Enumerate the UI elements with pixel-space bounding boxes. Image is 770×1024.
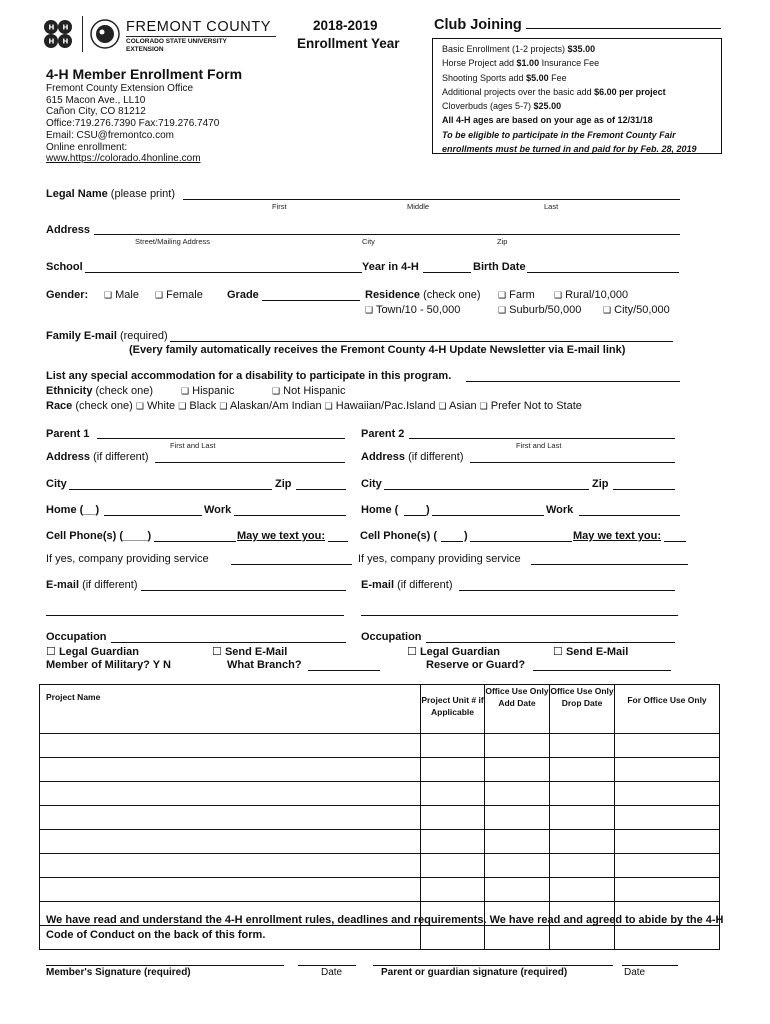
parent2-cell-close: ) — [464, 530, 468, 542]
member-date-field[interactable] — [298, 965, 356, 966]
add-date-cell — [485, 878, 550, 902]
parent1-cell-field[interactable] — [154, 541, 236, 542]
residence-town-option[interactable]: ❑ Town/10 - 50,000 — [365, 304, 461, 316]
gender-label: Gender: — [46, 289, 89, 301]
svg-text:H: H — [62, 23, 69, 32]
parent2-email-field[interactable] — [459, 590, 675, 591]
parent2-work-label: Work — [546, 504, 574, 516]
address-field[interactable] — [94, 234, 680, 235]
parent2-name-field[interactable] — [409, 438, 675, 439]
street-caption: Street/Mailing Address — [135, 237, 211, 246]
table-row[interactable] — [40, 758, 720, 782]
parent2-work-field[interactable] — [579, 515, 680, 516]
parent-date-field[interactable] — [622, 965, 678, 966]
fee-line-cloverbuds: Cloverbuds (ages 5-7) $25.00 — [442, 101, 562, 112]
checkbox-icon[interactable]: ❑ — [181, 386, 190, 396]
parent-date-label: Date — [624, 967, 646, 978]
checkbox-icon[interactable]: ❑ — [155, 290, 164, 300]
checkbox-icon[interactable]: ❑ — [554, 290, 563, 300]
office-address — [46, 83, 219, 165]
parent2-home-close: ) — [426, 504, 430, 516]
header-project-name: Project Name — [40, 685, 421, 734]
agreement-text: We have read and understand the 4-H enrollment rules, deadlines and requirements. We have read and agreed to abide by the 4-H Code of Conduct on the back of this form. — [46, 914, 724, 941]
office-use-cell — [615, 734, 720, 758]
parent1-may-text-field[interactable] — [328, 541, 348, 542]
race-row: Race (check one) ❑ White ❑ Black ❑ Alaskan/Am Indian ❑ Hawaiian/Pac.Island ❑ Asian ❑ Prefer Not to State — [46, 400, 582, 412]
residence-city-option[interactable]: ❑ City/50,000 — [603, 304, 670, 316]
parent2-city-label: City — [361, 478, 382, 490]
military-label: Member of Military? Y N — [46, 659, 171, 671]
checkbox-icon[interactable]: ❑ — [104, 290, 113, 300]
org-name: FREMONT COUNTY — [126, 19, 272, 35]
parent1-may-text-label: May we text you: — [237, 530, 326, 542]
legal-name-label: Legal Name (please print) — [46, 188, 176, 200]
reserve-label: Reserve or Guard? — [426, 659, 526, 671]
office-line: Cañon City, CO 81212 — [46, 106, 146, 118]
ethnicity-not-hispanic-option[interactable]: ❑ Not Hispanic — [272, 385, 346, 397]
enrollment-year-label: Enrollment Year — [297, 36, 400, 51]
parent1-legal-guardian-option[interactable]: ☐ Legal Guardian — [46, 646, 140, 658]
parent1-zip-field[interactable] — [296, 489, 346, 490]
parent2-address-field[interactable] — [470, 462, 675, 463]
family-email-field[interactable] — [170, 341, 673, 342]
branch-field[interactable] — [308, 670, 380, 671]
table-row[interactable] — [40, 782, 720, 806]
parent2-company-label: If yes, company providing service — [358, 553, 521, 565]
drop-date-cell — [550, 782, 615, 806]
checkbox-icon[interactable]: ❑ — [603, 305, 612, 315]
project-unit-cell[interactable] — [421, 830, 485, 854]
clover-logo-icon — [40, 16, 76, 52]
project-unit-cell[interactable] — [421, 878, 485, 902]
parent1-address-label: Address (if different) — [46, 451, 149, 463]
logo-area — [40, 14, 280, 56]
newsletter-note: (Every family automatically receives the Fremont County 4-H Update Newsletter via E-mail link) — [129, 344, 626, 356]
office-use-cell — [615, 854, 720, 878]
table-row[interactable] — [40, 878, 720, 902]
checkbox-icon[interactable]: ❑ — [498, 305, 507, 315]
project-name-cell[interactable] — [40, 854, 421, 878]
checkbox-icon[interactable]: ☐ — [212, 646, 222, 658]
add-date-cell — [485, 854, 550, 878]
office-line: Email: CSU@fremontco.com — [46, 129, 174, 141]
member-signature-field[interactable] — [46, 965, 284, 966]
parent-signature-field[interactable] — [373, 965, 613, 966]
birth-date-field[interactable] — [527, 272, 679, 273]
parent2-home-label: Home ( — [361, 504, 399, 516]
drop-date-cell — [550, 854, 615, 878]
table-row[interactable] — [40, 830, 720, 854]
checkbox-icon[interactable]: ❑ — [219, 401, 228, 411]
office-line: Office:719.276.7390 Fax:719.276.7470 — [46, 118, 220, 130]
checkbox-icon[interactable]: ❑ — [438, 401, 447, 411]
school-field[interactable] — [85, 272, 362, 273]
office-line: 615 Macon Ave., LL10 — [46, 94, 146, 106]
parent2-may-text-label: May we text you: — [573, 530, 662, 542]
drop-date-cell — [550, 734, 615, 758]
table-row[interactable] — [40, 806, 720, 830]
add-date-cell — [485, 758, 550, 782]
org-sub2: EXTENSION — [126, 46, 164, 53]
drop-date-cell — [550, 830, 615, 854]
parent1-city-label: City — [46, 478, 67, 490]
grade-label: Grade — [227, 289, 259, 301]
form-title: 4-H Member Enrollment Form — [46, 66, 243, 82]
parent2-home-area-field[interactable] — [404, 515, 426, 516]
parent1-email-extra-field[interactable] — [46, 615, 344, 616]
fee-line-fair: To be eligible to participate in the Fremont County Fair — [442, 129, 676, 140]
enrollment-year: 2018-2019 — [313, 18, 378, 33]
birth-date-label: Birth Date — [473, 261, 526, 273]
checkbox-icon[interactable]: ❑ — [498, 290, 507, 300]
gender-female-option[interactable]: ❑ Female — [155, 289, 203, 301]
checkbox-icon[interactable]: ☐ — [46, 646, 56, 658]
parent1-label: Parent 1 — [46, 428, 90, 440]
parent1-name-field[interactable] — [97, 438, 345, 439]
fee-line-horse: Horse Project add $1.00 Insurance Fee — [442, 58, 600, 69]
add-date-cell — [485, 734, 550, 758]
svg-text:H: H — [48, 23, 55, 32]
first-caption: First — [272, 202, 287, 211]
parent1-occupation-field[interactable] — [111, 642, 346, 643]
drop-date-cell — [550, 806, 615, 830]
residence-farm-option[interactable]: ❑ Farm — [498, 289, 535, 301]
project-name-cell[interactable] — [40, 782, 421, 806]
ethnicity-label: Ethnicity — [46, 385, 93, 397]
add-date-cell — [485, 830, 550, 854]
project-name-cell[interactable] — [40, 830, 421, 854]
table-header-row — [40, 685, 720, 734]
checkbox-icon[interactable]: ☐ — [553, 646, 563, 658]
header-drop-date: Office Use Only Drop Date — [550, 685, 615, 734]
city-caption: City — [362, 237, 375, 246]
race-option[interactable]: ❑ Prefer Not to State — [479, 400, 582, 412]
parent2-label: Parent 2 — [361, 428, 405, 440]
parent2-occupation-field[interactable] — [426, 642, 675, 643]
year-in-4h-field[interactable] — [423, 272, 471, 273]
project-name-cell[interactable] — [40, 806, 421, 830]
website-link[interactable]: www.https://colorado.4honline.com — [46, 153, 201, 165]
svg-text:H: H — [62, 37, 69, 46]
member-date-label: Date — [321, 967, 343, 978]
family-email-label: Family E-mail (required) — [46, 330, 168, 342]
parent1-email-field[interactable] — [141, 590, 346, 591]
school-label: School — [46, 261, 83, 273]
office-line: Fremont County Extension Office — [46, 83, 194, 94]
ethnicity-hispanic-option[interactable]: ❑ Hispanic — [181, 385, 235, 397]
year-in-4h-label: Year in 4-H — [362, 261, 419, 273]
ethnicity-row: Ethnicity (check one) — [46, 385, 153, 397]
project-name-cell[interactable] — [40, 878, 421, 902]
checkbox-icon[interactable]: ❑ — [479, 401, 488, 411]
parent1-home-label: Home (__) — [46, 504, 100, 516]
race-option[interactable]: ❑ Hawaiian/Pac.Island — [324, 400, 436, 412]
fee-line-basic: Basic Enrollment (1-2 projects) $35.00 — [442, 44, 596, 54]
last-caption: Last — [544, 202, 559, 211]
parent1-work-field[interactable] — [234, 515, 346, 516]
checkbox-icon[interactable]: ❑ — [178, 401, 187, 411]
parent2-cell-label: Cell Phone(s) ( — [360, 530, 438, 542]
club-joining — [434, 17, 721, 33]
parent1-email-label: E-mail (if different) — [46, 579, 138, 591]
accommodation-label: List any special accommodation for a disability to participate in this program. — [46, 370, 452, 382]
parent2-cell-field[interactable] — [470, 541, 572, 542]
office-use-cell — [615, 758, 720, 782]
parent2-email-label: E-mail (if different) — [361, 579, 453, 591]
parent2-zip-field[interactable] — [613, 489, 675, 490]
header-office-use: For Office Use Only — [615, 685, 720, 734]
parent1-address-field[interactable] — [155, 462, 345, 463]
fee-line-ages: All 4-H ages are based on your age as of 12/31/18 — [442, 115, 653, 126]
accommodation-field[interactable] — [466, 381, 680, 382]
parent2-company-field[interactable] — [531, 564, 688, 565]
middle-caption: Middle — [407, 202, 430, 211]
parent2-occupation-label: Occupation — [361, 631, 422, 643]
residence-rural-option[interactable]: ❑ Rural/10,000 — [554, 289, 629, 301]
race-option[interactable]: ❑ Asian — [438, 400, 477, 412]
race-option[interactable]: ❑ Alaskan/Am Indian — [219, 400, 322, 412]
legal-name-field[interactable] — [183, 199, 680, 200]
project-unit-cell[interactable] — [421, 734, 485, 758]
parent1-company-field[interactable] — [231, 564, 352, 565]
club-joining-label: Club Joining — [434, 17, 522, 33]
office-line: Online enrollment: — [46, 141, 128, 153]
parent1-work-label: Work — [204, 504, 232, 516]
parent2-email-extra-field[interactable] — [361, 615, 678, 616]
logo-divider — [82, 16, 83, 52]
drop-date-cell — [550, 878, 615, 902]
parent1-occupation-label: Occupation — [46, 631, 107, 643]
svg-text:H: H — [48, 37, 55, 46]
project-unit-cell[interactable] — [421, 854, 485, 878]
race-label: Race — [46, 400, 73, 412]
grade-field[interactable] — [262, 300, 360, 301]
fee-line-additional: Additional projects over the basic add $6.00 per project — [442, 86, 666, 97]
parent1-first-last-caption: First and Last — [170, 441, 216, 450]
parent1-company-label: If yes, company providing service — [46, 553, 209, 565]
office-use-cell — [615, 806, 720, 830]
race-option[interactable]: ❑ White — [135, 400, 176, 412]
parent2-legal-guardian-option[interactable]: ☐ Legal Guardian — [407, 646, 501, 658]
header-project-unit: Project Unit # if Applicable — [421, 685, 485, 734]
parent2-zip-label: Zip — [592, 478, 609, 490]
checkbox-icon[interactable]: ❑ — [272, 386, 281, 396]
parent2-home-field[interactable] — [432, 515, 544, 516]
residence-suburb-option[interactable]: ❑ Suburb/50,000 — [498, 304, 582, 316]
project-name-cell[interactable] — [40, 758, 421, 782]
parent2-may-text-field[interactable] — [664, 541, 686, 542]
zip-caption: Zip — [497, 237, 508, 246]
club-joining-field[interactable] — [526, 18, 721, 29]
address-label: Address — [46, 224, 91, 236]
checkbox-icon[interactable]: ❑ — [135, 401, 144, 411]
parent1-city-field[interactable] — [69, 489, 272, 490]
parent2-cell-area-field[interactable] — [441, 541, 463, 542]
member-signature-label: Member's Signature (required) — [46, 967, 191, 978]
office-use-cell — [615, 782, 720, 806]
project-table — [39, 684, 720, 950]
checkbox-icon[interactable]: ❑ — [324, 401, 333, 411]
add-date-cell — [485, 782, 550, 806]
parent2-send-email-option[interactable]: ☐ Send E-Mail — [553, 646, 629, 658]
branch-label: What Branch? — [227, 659, 302, 671]
checkbox-icon[interactable]: ❑ — [365, 305, 374, 315]
parent2-city-field[interactable] — [384, 489, 589, 490]
project-unit-cell[interactable] — [421, 758, 485, 782]
race-option[interactable]: ❑ Black — [178, 400, 217, 412]
add-date-cell — [485, 806, 550, 830]
reserve-field[interactable] — [533, 670, 671, 671]
parent-signature-label: Parent or guardian signature (required) — [381, 967, 568, 978]
ram-seal-icon — [90, 19, 120, 49]
parent1-zip-label: Zip — [275, 478, 292, 490]
fee-line-shooting: Shooting Sports add $5.00 Fee — [442, 72, 567, 83]
office-use-cell — [615, 878, 720, 902]
drop-date-cell — [550, 758, 615, 782]
office-use-cell — [615, 830, 720, 854]
residence-label: Residence (check one) — [365, 289, 481, 301]
checkbox-icon[interactable]: ☐ — [407, 646, 417, 658]
parent1-send-email-option[interactable]: ☐ Send E-Mail — [212, 646, 288, 658]
fee-info-box — [432, 38, 722, 154]
fee-line-deadline: enrollments must be turned in and paid for by Feb. 28, 2019 — [442, 144, 697, 155]
org-sub1: COLORADO STATE UNIVERSITY — [126, 38, 227, 45]
parent2-address-label: Address (if different) — [361, 451, 464, 463]
project-unit-cell[interactable] — [421, 806, 485, 830]
project-name-cell[interactable] — [40, 734, 421, 758]
table-row[interactable] — [40, 734, 720, 758]
project-unit-cell[interactable] — [421, 782, 485, 806]
parent2-first-last-caption: First and Last — [516, 441, 562, 450]
parent1-home-field[interactable] — [104, 515, 202, 516]
header-add-date: Office Use Only Add Date — [485, 685, 550, 734]
org-rule — [126, 36, 276, 37]
table-row[interactable] — [40, 854, 720, 878]
parent1-cell-label: Cell Phone(s) (____) — [46, 530, 152, 542]
gender-male-option[interactable]: ❑ Male — [104, 289, 139, 301]
